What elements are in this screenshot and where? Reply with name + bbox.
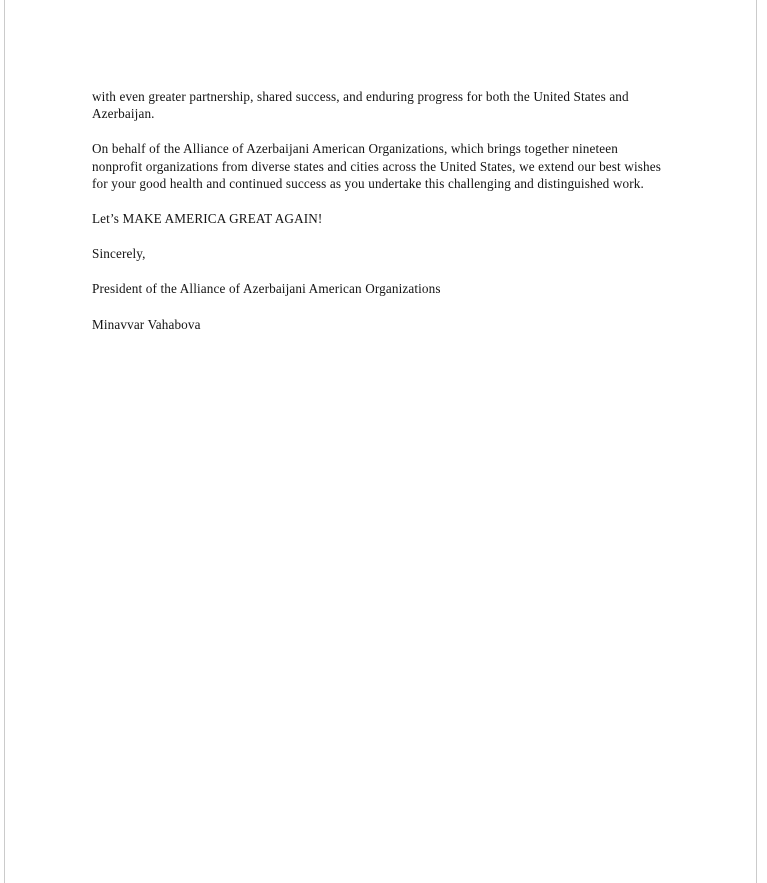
paragraph-continuation: with even greater partnership, shared success, and enduring progress for both the United States and Azerbaijan. bbox=[92, 89, 629, 122]
signature-title: President of the Alliance of Azerbaijani American Organizations bbox=[92, 281, 441, 297]
paragraph-alliance: On behalf of the Alliance of Azerbaijani American Organizations, which brings together nineteen nonprofit organizations from diverse states and cities across the United States, we extend our best wishes for your good health and continued success as you undertake this challenging and distinguished work. bbox=[92, 141, 662, 191]
closing-salutation: Sincerely, bbox=[92, 246, 146, 262]
document-text-body bbox=[92, 88, 664, 351]
slogan-line: Let’s MAKE AMERICA GREAT AGAIN! bbox=[92, 211, 323, 227]
signature-name: Minavvar Vahabova bbox=[92, 316, 201, 332]
document-page-sheet bbox=[4, 0, 757, 883]
